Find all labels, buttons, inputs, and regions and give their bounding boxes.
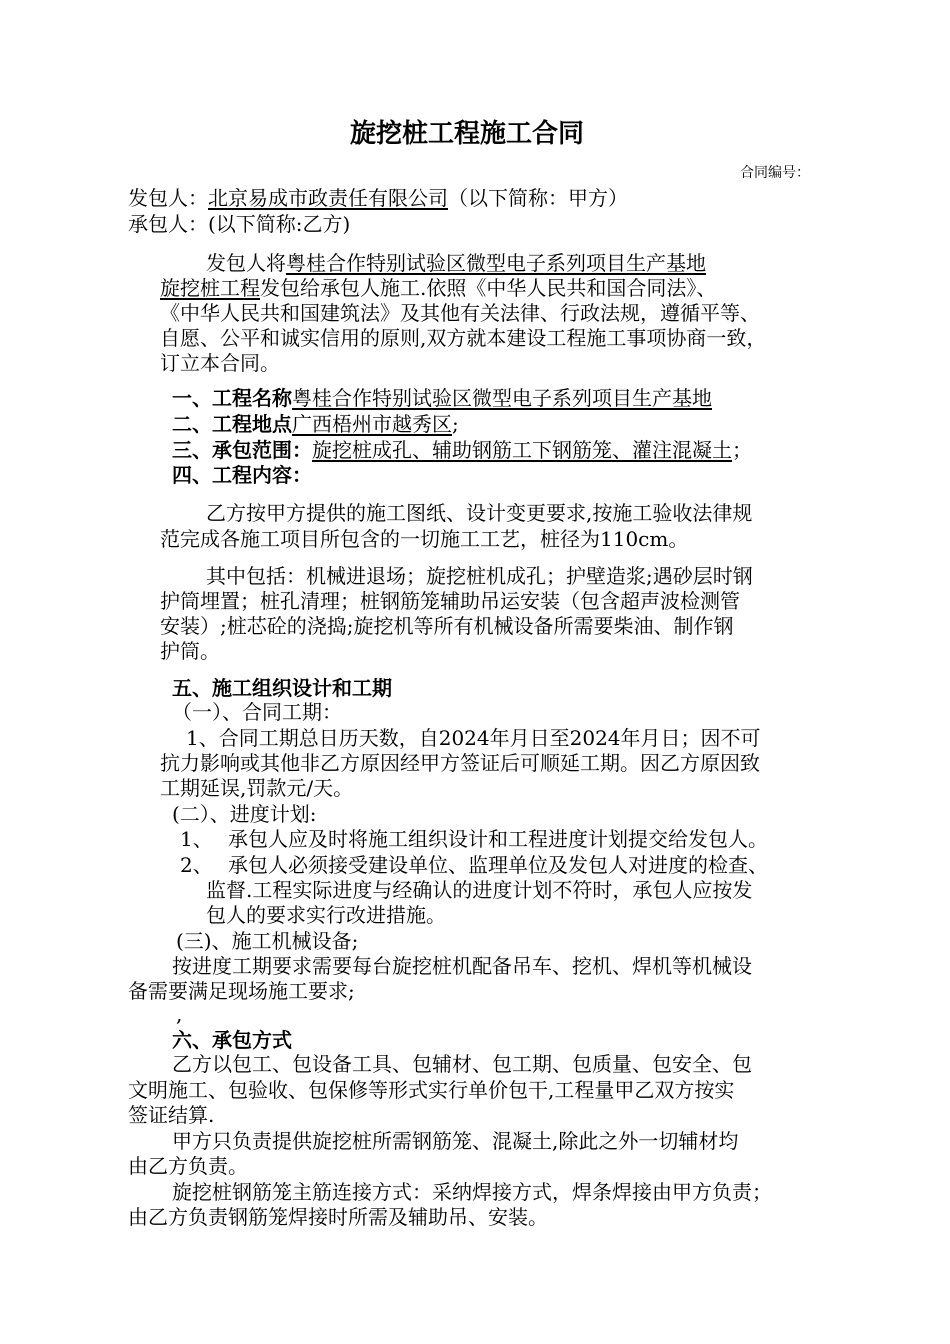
section-4-heading: 四、工程内容： [172,463,312,487]
section-4-para-2-line-1: 其中包括：机械进退场；旋挖桩机成孔；护壁造浆;遇砂层时钢 [206,564,753,588]
intro-line-2 [160,276,716,300]
section-3-tail: ； [732,438,752,462]
section-1-heading: 一、工程名称 [172,386,292,410]
section-5-sub-2-item-1-text: 承包人应及时将施工组织设计和工程进度计划提交给发包人。 [228,827,768,851]
section-1-line [172,386,712,410]
section-6-para-2-line-1: 甲方只负责提供旋挖桩所需钢筋笼、混凝土,除此之外一切辅材均 [172,1129,739,1153]
party-b-line: 承包人：(以下简称:乙方) [128,212,351,236]
section-6-para-1-line-1: 乙方以包工、包设备工具、包辅材、包工期、包质量、包安全、包 [172,1052,752,1076]
section-4-para-2-line-4: 护筒。 [160,639,220,663]
section-2-tail: ; [452,412,459,436]
section-5-sub-2-item-2-line-2: 监督.工程实际进度与经确认的进度计划不符时，承包人应按发 [206,878,753,902]
section-4-para-1-line-1: 乙方按甲方提供的施工图纸、设计变更要求,按施工验收法律规 [206,501,753,525]
section-2-line [172,412,459,436]
section-5-sub-3-heading: (三)、施工机械设备; [176,929,359,953]
section-3-heading: 三、承包范围： [172,438,312,462]
section-5-sub-1-line-3: 工期延误,罚款元/天。 [160,776,354,800]
section-5-sub-2-item-2-line-1: 承包人必须接受建设单位、监理单位及发包人对进度的检查、 [228,853,768,877]
section-4-para-1-line-2: 范完成各施工项目所包含的一切施工工艺，桩径为110cm。 [160,527,689,551]
party-a-line [128,186,628,210]
section-6-para-2-line-2: 由乙方负责。 [128,1154,248,1178]
section-4-para-2-line-2: 护筒埋置；桩孔清理；桩钢筋笼辅助吊运安装（包含超声波检测管 [160,589,740,613]
party-a-label: 发包人： [128,186,208,210]
section-5-sub-1-line-1: 1、合同工期总日历天数，自2024年月日至2024年月日；因不可 [186,726,761,750]
section-3-value: 旋挖桩成孔、辅助钢筋工下钢筋笼、灌注混凝土 [312,438,732,462]
intro-line-5: 订立本合同。 [160,351,280,375]
section-1-value: 粤桂合作特别试验区微型电子系列项目生产基地 [292,386,712,410]
section-5-sub-2-item-2-line-3: 包人的要求实行改进措施。 [206,903,446,927]
section-3-line [172,438,752,462]
section-5-sub-1-heading: （一）、合同工期： [172,700,342,724]
stray-comma: , [176,1002,183,1026]
intro-line-4: 自愿、公平和诚实信用的原则,双方就本建设工程施工事项协商一致， [160,326,767,350]
section-2-value: 广西梧州市越秀区 [292,412,452,436]
section-6-para-1-line-3: 签证结算. [128,1103,215,1127]
section-4-para-2-line-3: 安装）;桩芯砼的浇捣;旋挖机等所有机械设备所需要柴油、制作钢 [160,614,734,638]
intro-line-3: 《中华人民共和国建筑法》及其他有关法律、行政法规，遵循平等、 [160,301,760,325]
section-5-sub-2-item-2-number: 2、 [180,853,213,877]
section-5-sub-3-line-2: 备需要满足现场施工要求; [128,979,355,1003]
section-6-heading: 六、承包方式 [172,1028,292,1052]
intro-project-type: 旋挖桩工程 [160,276,260,300]
section-5-sub-1-line-2: 抗力影响或其他非乙方原因经甲方签证后可顺延工期。因乙方原因致 [160,751,760,775]
contract-number-label: 合同编号： [740,165,810,181]
party-a-name: 北京易成市政责任有限公司 [208,186,448,210]
intro-lead: 发包人将 [206,251,286,275]
section-5-sub-2-heading: (二）、进度计划: [172,802,317,826]
intro-project-name: 粤桂合作特别试验区微型电子系列项目生产基地 [286,251,706,275]
section-5-sub-3-line-1: 按进度工期要求需要每台旋挖桩机配备吊车、挖机、焊机等机械设 [172,954,752,978]
document-title: 旋挖桩工程施工合同 [350,119,585,149]
intro-line-1 [206,251,706,275]
intro-line-2-rest: 发包给承包人施工.依照《中华人民共和国合同法》、 [260,276,717,300]
section-5-sub-2-item-1-number: 1、 [180,827,213,851]
party-a-suffix: （以下简称：甲方） [448,186,628,210]
section-2-heading: 二、工程地点 [172,412,292,436]
section-6-para-3-line-2: 由乙方负责钢筋笼焊接时所需及辅助吊、安装。 [128,1205,548,1229]
section-6-para-3-line-1: 旋挖桩钢筋笼主筋连接方式：采纳焊接方式，焊条焊接由甲方负责； [172,1180,772,1204]
section-6-para-1-line-2: 文明施工、包验收、包保修等形式实行单价包干,工程量甲乙双方按实 [128,1078,735,1102]
section-5-heading: 五、施工组织设计和工期 [172,676,392,700]
